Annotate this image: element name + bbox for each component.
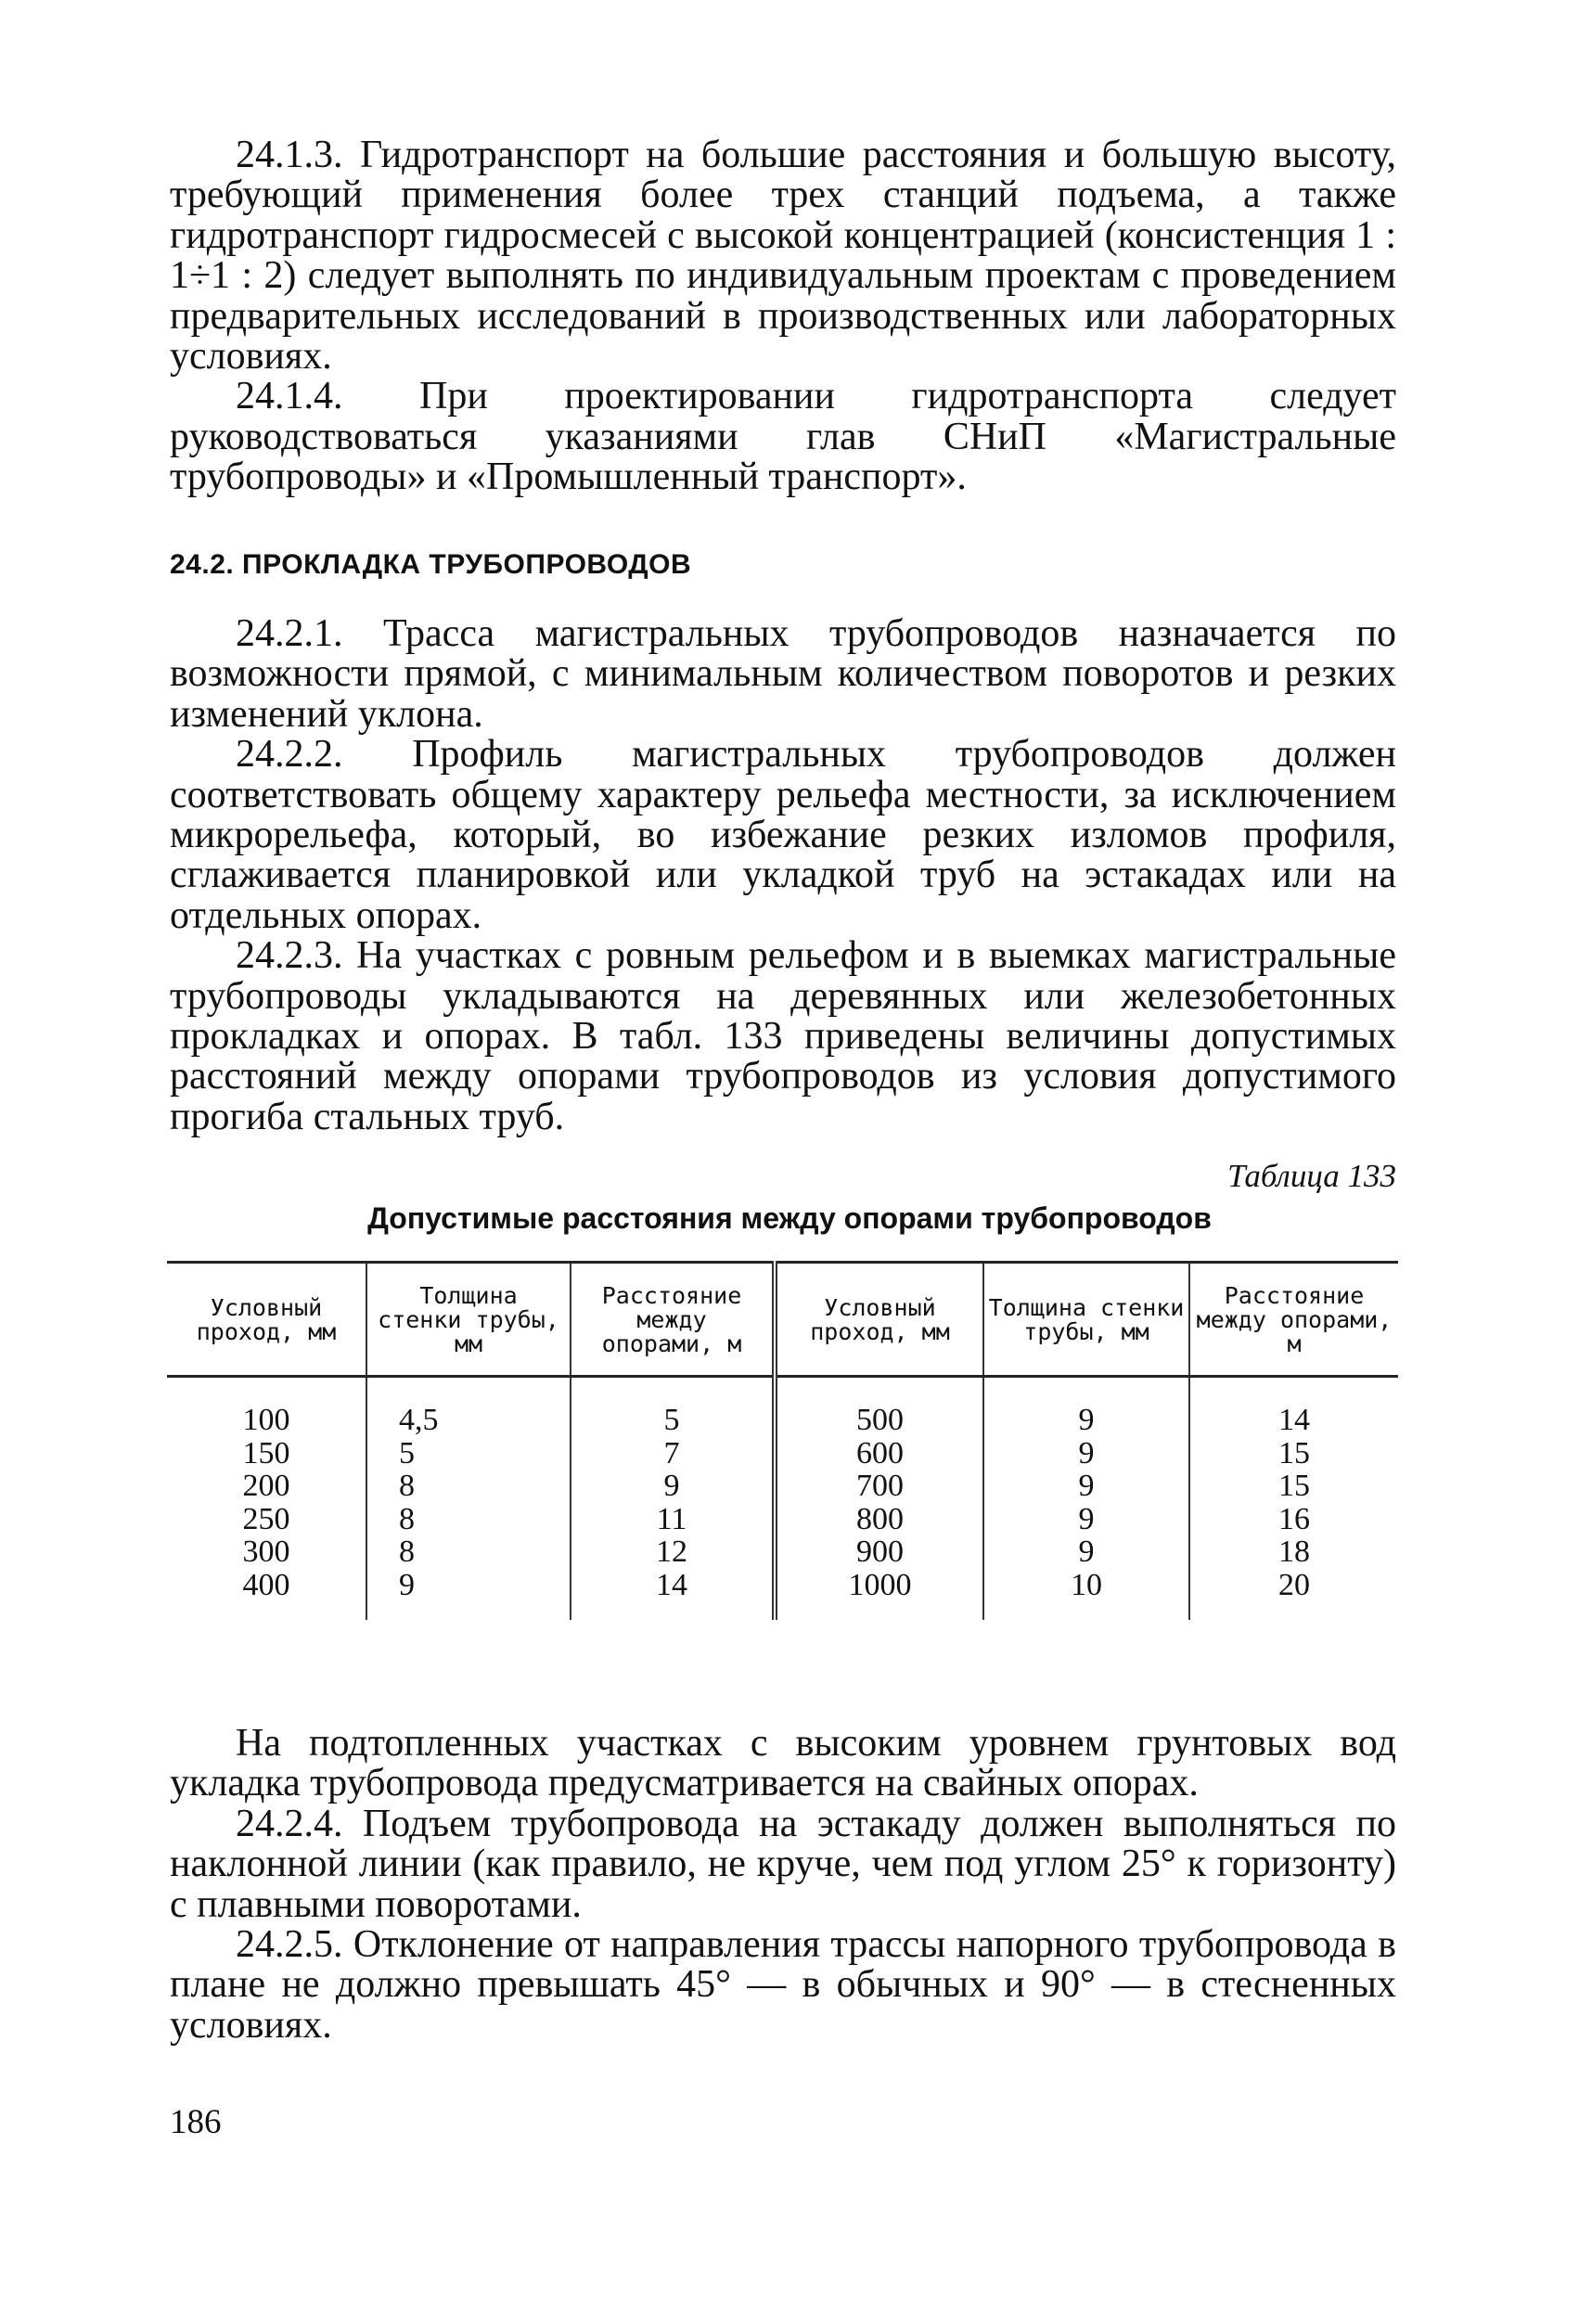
header-wall-thickness-2: Толщина стенки трубы, мм: [983, 1263, 1189, 1377]
paragraph-24-2-1: 24.2.1. Трасса магистральных трубопроводов назначается по возможности прямой, с минимальным количеством поворотов и резких изменений уклона.: [170, 612, 1396, 736]
table-header-row: [167, 1263, 1398, 1377]
table-cell: 5: [399, 1435, 415, 1470]
paragraph-24-1-3: 24.1.3. Гидротранспорт на большие расстояния и большую высоту, требующий применения более трех станций подъема, а также гидротранспорт гидросмесей с высокой концентрацией (консистенция 1 : 1÷1 : 2) следует выполнять по индивидуальным проектам с проведением предварительных исследований в производственных или лабораторных условиях.: [170, 134, 1396, 379]
paragraph-24-1-4: 24.1.4. При проектировании гидротранспорта следует руководствоваться указаниями глав СНиП «Магистральные трубопроводы» и «Промышленный транспорт».: [170, 375, 1396, 499]
table-cell: 9: [1078, 1501, 1095, 1536]
table-cell: 5: [663, 1403, 680, 1437]
table-cell: 7: [663, 1435, 680, 1470]
paragraph-24-2-5: 24.2.5. Отклонение от направления трассы напорного трубопровода в плане не должно превышать 45° — в обычных и 90° — в стесненных условиях.: [170, 1923, 1396, 2047]
table-cell: 300: [242, 1534, 290, 1569]
table-cell: 150: [242, 1435, 290, 1470]
table-cell: 400: [242, 1567, 290, 1602]
table-cell: 18: [1278, 1534, 1310, 1569]
table-cell: 9: [1078, 1435, 1095, 1470]
top-text-block: [170, 135, 1396, 498]
header-wall-thickness-1: Толщина стенки трубы, мм: [366, 1263, 571, 1377]
bottom-text-block: [170, 1724, 1396, 2046]
header-nominal-diameter-2: Условный проход, мм: [775, 1263, 983, 1377]
table-cell: 20: [1278, 1567, 1310, 1602]
table-cell: 8: [399, 1534, 415, 1569]
paragraph-24-2-4: 24.2.4. Подъем трубопровода на эстакаду должен выполняться по наклонной линии (как правило, не круче, чем под углом 25° к горизонту) с плавными поворотами.: [170, 1802, 1396, 1926]
table-cell: 10: [1071, 1567, 1102, 1602]
page-number: 186: [170, 2103, 222, 2141]
section-heading: 24.2. ПРОКЛАДКА ТРУБОПРОВОДОВ: [170, 549, 692, 580]
table-title: Допустимые расстояния между опорами трубопроводов: [367, 1201, 1212, 1235]
header-support-spacing-2: Расстояние между опорами, м: [1189, 1263, 1398, 1377]
table-cell: 800: [856, 1501, 904, 1536]
table-cell: 250: [242, 1501, 290, 1536]
table-cell: 14: [656, 1567, 687, 1602]
table-cell: 9: [663, 1469, 680, 1503]
table-cell: 14: [1278, 1403, 1310, 1437]
table-cell: 12: [656, 1534, 687, 1569]
column-nominal-diameter-2: [775, 1377, 983, 1621]
table-cell: 600: [856, 1435, 904, 1470]
table-cell: 1000: [848, 1567, 912, 1602]
table-cell: 15: [1278, 1435, 1310, 1470]
column-wall-thickness-2: [983, 1377, 1189, 1621]
table-cell: 8: [399, 1469, 415, 1503]
table-cell: 11: [656, 1501, 687, 1536]
table-cell: 16: [1278, 1501, 1310, 1536]
table-cell: 200: [242, 1469, 290, 1503]
column-nominal-diameter-1: [167, 1377, 366, 1621]
table-cell: 700: [856, 1469, 904, 1503]
table-cell: 500: [856, 1403, 904, 1437]
table-cell: 15: [1278, 1469, 1310, 1503]
column-support-spacing-1: [571, 1377, 775, 1621]
table-body-row: [167, 1377, 1398, 1621]
paragraph-flooded-areas: На подтопленных участках с высоким уровнем грунтовых вод укладка трубопровода предусматривается на свайных опорах.: [170, 1722, 1396, 1805]
table-cell: 4,5: [399, 1403, 439, 1437]
table-cell: 100: [242, 1403, 290, 1437]
column-support-spacing-2: [1189, 1377, 1398, 1621]
table-cell: 9: [1078, 1469, 1095, 1503]
table-cell: 8: [399, 1501, 415, 1536]
table-cell: 9: [1078, 1403, 1095, 1437]
header-support-spacing-1: Расстояние между опорами, м: [571, 1263, 775, 1377]
table-cell: 9: [1078, 1534, 1095, 1569]
paragraph-24-2-2: 24.2.2. Профиль магистральных трубопроводов должен соответствовать общему характеру рельефа местности, за исключением микрорельефа, который, во избежание резких изломов профиля, сглаживается планировкой или укладкой труб на эстакадах или на отдельных опорах.: [170, 733, 1396, 937]
table-cell: 9: [399, 1567, 415, 1602]
middle-text-block: [170, 614, 1396, 1137]
table-cell: 900: [856, 1534, 904, 1569]
spacing-table: [167, 1261, 1398, 1620]
header-nominal-diameter-1: Условный проход, мм: [167, 1263, 366, 1377]
table-label: Таблица 133: [1227, 1158, 1396, 1194]
column-wall-thickness-1: [366, 1377, 571, 1621]
paragraph-24-2-3: 24.2.3. На участках с ровным рельефом и в выемках магистральные трубопроводы укладываются на деревянных или железобетонных прокладках и опорах. В табл. 133 приведены величины допустимых расстояний между опорами трубопроводов из условия допустимого прогиба стальных труб.: [170, 934, 1396, 1138]
